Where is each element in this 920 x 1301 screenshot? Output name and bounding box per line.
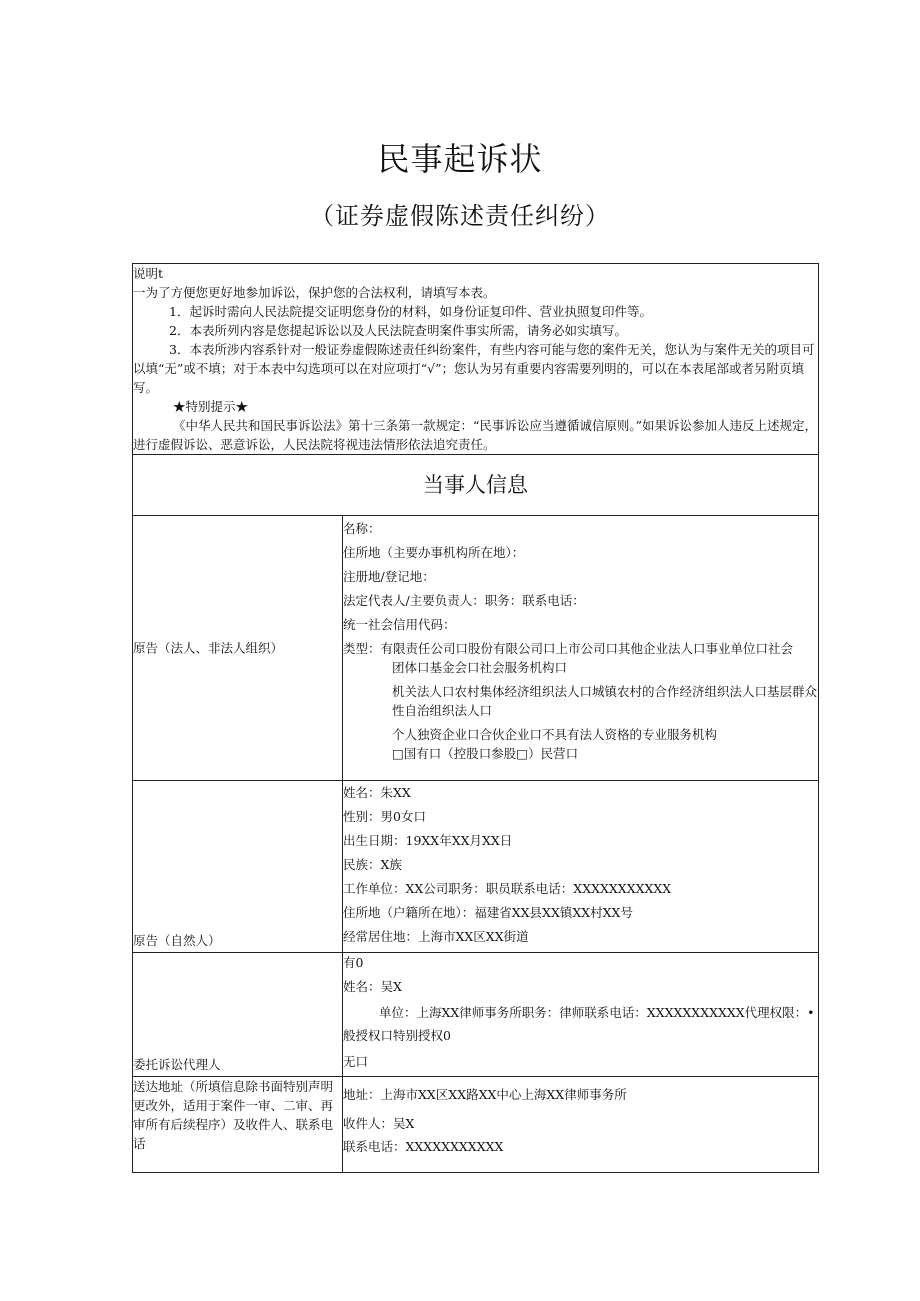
org-name-field: 名称： (343, 521, 381, 536)
org-type-line-2: 团体口基金会口社会服务机构口 (392, 660, 568, 675)
instructions-intro: 一为了方便您更好地参加诉讼，保护您的合法权利，请填写本表。 (133, 285, 496, 300)
instructions-item-3: 3．本表所涉内容系针对一般证券虚假陈述责任纠纷案件，有些内容可能与您的案件无关，您认为与案件无关的项目可以填“无”或不填；对于本表中勾选项可以在对应项打“√”；您认为另有重要内容需要列明的，可以在本表尾部或者另附页填写。 (133, 342, 815, 395)
agent-none-option: 无口 (343, 1054, 369, 1069)
org-legal-rep-field: 法定代表人/主要负责人：职务：联系电话： (343, 593, 585, 608)
plaintiff-org-label: 原告（法人、非法人组织） (133, 640, 284, 656)
person-work-field: 工作单位：XX公司职务：职员联系电话：XXXXXXXXXXX (343, 881, 672, 896)
person-habitual-residence-field: 经常居住地：上海市XX区XX街道 (343, 929, 529, 942)
plaintiff-person-label-cell (133, 781, 343, 953)
plaintiff-person-row (133, 781, 819, 953)
plaintiff-person-label: 原告（自然人） (133, 933, 221, 948)
agent-unit-field: 单位：上海XX律师事务所职务：律师联系电话：XXXXXXXXXXX代理权限：•般授权口特别授权0 (343, 1005, 815, 1043)
instructions-row (133, 264, 819, 455)
person-birth-field: 出生日期：19XX年XX月XX日 (343, 833, 513, 848)
instructions-item-1: 1．起诉时需向人民法院提交证明您身份的材料，如身份证复印件、营业执照复印件等。 (169, 304, 652, 319)
plaintiff-org-label-cell (133, 516, 343, 781)
instructions-heading: 说明t (133, 266, 164, 281)
service-address-row (133, 1077, 819, 1173)
section-header-row (133, 455, 819, 516)
org-credit-code-field: 统一社会信用代码： (343, 617, 456, 632)
service-fields (343, 1077, 819, 1173)
plaintiff-org-fields (343, 516, 819, 781)
agent-fields (343, 953, 819, 1077)
instructions-item-2: 2．本表所列内容是您提起诉讼以及人民法院查明案件事实所需，请务必如实填写。 (169, 323, 627, 338)
org-type-line-3: 机关法人口农村集体经济组织法人口城镇农村的合作经济组织法人口基层群众性自治组织法人口 (392, 684, 818, 718)
person-residence-field: 住所地（户籍所在地）：福建省XX县XX镇XX村XX号 (343, 905, 633, 920)
agent-name-field: 姓名：吴X (343, 979, 402, 994)
service-label: 送达地址（所填信息除书面特别声明更改外，适用于案件一审、二审、再审所有后续程序）及收件人、联系电话 (133, 1077, 343, 1173)
plaintiff-person-fields (343, 781, 819, 953)
person-ethnicity-field: 民族：X族 (343, 857, 402, 872)
document-title: 民事起诉状 (377, 140, 543, 178)
service-address-field: 地址：上海市XX区XX路XX中心上海XX律师事务所 (343, 1087, 627, 1102)
document-subtitle: （证券虚假陈述责任纠纷） (310, 202, 610, 230)
service-phone-field: 联系电话：XXXXXXXXXXX (343, 1139, 504, 1154)
instructions-cell (133, 264, 819, 455)
org-type-line-1: 类型：有限责任公司口股份有限公司口上市公司口其他企业法人口事业单位口社会 (343, 641, 794, 656)
agent-label: 委托诉讼代理人 (133, 1057, 221, 1072)
complaint-form-table (132, 263, 819, 1173)
special-notice-heading: ★特别提示★ (173, 399, 249, 414)
agent-has-option: 有0 (343, 955, 364, 970)
org-registered-field: 注册地/登记地： (343, 569, 435, 584)
org-type-line-4: 个人独资企业口合伙企业口不具有法人资格的专业服务机构 (392, 727, 718, 742)
section-title: 当事人信息 (133, 455, 819, 516)
agent-label-cell (133, 953, 343, 1077)
org-residence-field: 住所地（主要办事机构所在地）： (343, 545, 525, 560)
service-recipient-field: 收件人：吴X (343, 1116, 415, 1131)
plaintiff-org-row (133, 516, 819, 781)
person-gender-field: 性别：男0女口 (343, 809, 426, 824)
agent-row (133, 953, 819, 1077)
org-type-line-5: □国有口（控股口参股□）民营口 (392, 746, 579, 761)
special-notice-text: 《中华人民共和国民事诉讼法》第十三条第一款规定：“民事诉讼应当遵循诚信原则。”如果诉讼参加人违反上述规定，进行虚假诉讼、恶意诉讼，人民法院将视违法情形依法追究责任。 (133, 418, 818, 452)
person-name-field: 姓名：朱XX (343, 785, 411, 800)
